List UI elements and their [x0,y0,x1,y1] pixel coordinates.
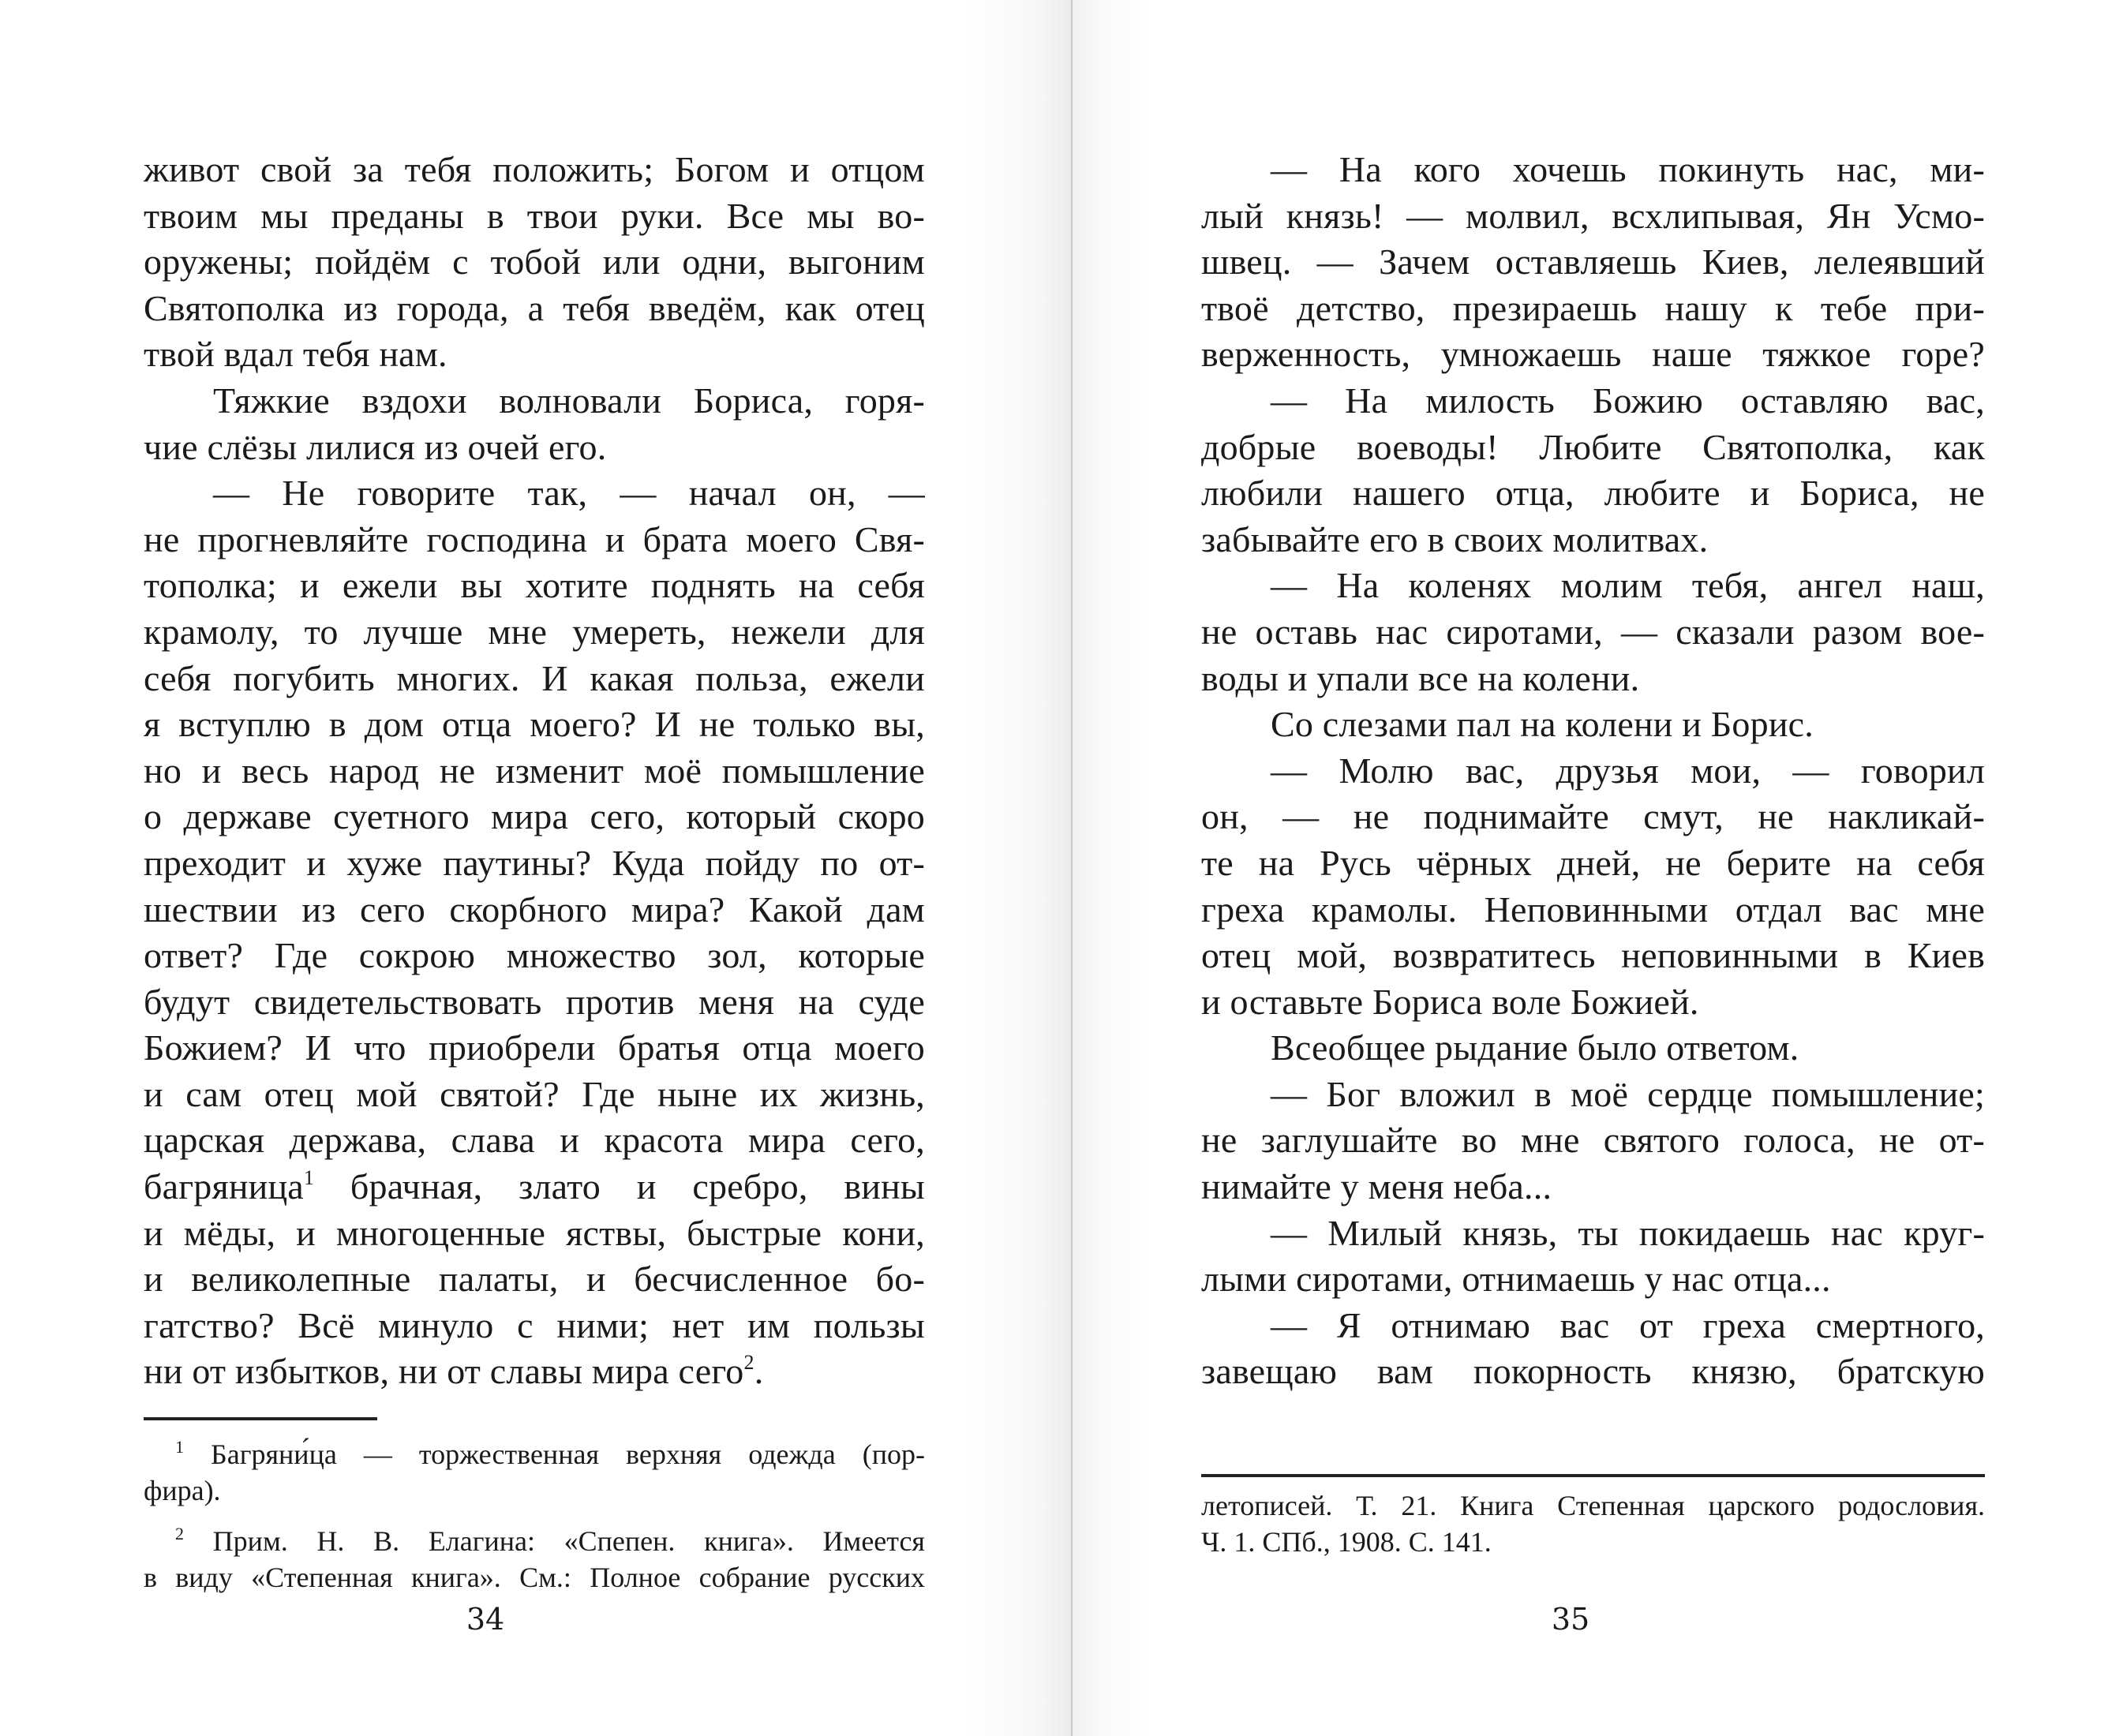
text-line [144,794,925,840]
text-line [1201,748,1985,795]
footnote-gap [144,1509,925,1523]
left-page-footnotes [144,1436,925,1596]
line-text: отец мой, возвратитесь неповинными в Киев [1201,935,1985,976]
text-line [1201,887,1985,933]
text-line [144,1210,925,1257]
text-line [144,563,925,609]
text-line [1201,239,1985,286]
line-text: ни от избытков, ни от славы мира сего [144,1351,744,1392]
line-text: завещаю вам покорность князю, братскую [1201,1351,1985,1392]
text-line [144,1303,925,1349]
text-line [144,425,925,471]
text-line [1201,147,1985,193]
line-text: и мёды, и многоценные яствы, быстрые кони, [144,1212,925,1253]
text-line [1201,425,1985,471]
line-text-tail: . [754,1351,764,1392]
text-line [144,979,925,1026]
footnote-reference: 1 [303,1166,315,1190]
footnote-text: Багряни́ца — торжественная верхняя одежда (пор- [184,1439,925,1470]
text-line [144,1072,925,1118]
line-text: царская держава, слава и красота мира сего, [144,1120,925,1161]
line-text: не оставь нас сиротами, — сказали разом вое- [1201,611,1985,652]
footnote-marker: 2 [175,1524,184,1543]
line-text: твоё детство, презираешь нашу к тебе при- [1201,287,1985,328]
line-text: добрые воеводы! Любите Святополка, как [1201,426,1985,467]
line-text: — На милость Божию оставляю вас, [1271,380,1985,421]
line-text: он, — не поднимайте смут, не накликай- [1201,796,1985,837]
line-text: нимайте у меня неба... [1201,1166,1552,1207]
line-text: лый князь! — молвил, всхлипывая, Ян Усмо- [1201,195,1985,236]
line-text: шествии из сего скорбного мира? Какой дам [144,889,925,930]
line-text: любили нашего отца, любите и Бориса, не [1201,473,1985,514]
right-page-number: 35 [1551,1602,1590,1637]
text-line [144,748,925,795]
line-text: оружены; пойдём с тобой или одни, выгоним [144,241,925,282]
text-line [1201,1117,1985,1164]
line-text: багряница [144,1166,304,1207]
text-line [1201,979,1985,1026]
line-text: греха крамолы. Неповинными отдал вас мне [1201,889,1985,930]
text-line [144,887,925,933]
line-text: не прогневляйте господина и брата моего Свя- [144,518,925,559]
text-line [1201,702,1985,748]
footnote-line [144,1436,925,1472]
text-line [1201,331,1985,378]
text-line [1201,517,1985,563]
line-text: Святополка из города, а тебя введём, как отец [144,287,925,328]
line-text: будут свидетельствовать против меня на суде [144,981,925,1022]
left-page-body-text [144,147,925,1395]
text-line [144,840,925,887]
footnote-line [144,1523,925,1559]
text-line [1201,609,1985,656]
line-text: гатство? Всё минуло с ними; нет им пользы [144,1304,925,1345]
text-line [144,1164,925,1210]
text-line [144,331,925,378]
text-line [1201,1072,1985,1118]
text-line [144,193,925,240]
line-text: ответ? Где сокрою множество зол, которые [144,935,925,976]
line-text: летописей. Т. 21. Книга Степенная царского родословия. [1201,1490,1985,1521]
text-line [1201,794,1985,840]
line-text: забывайте его в своих молитвах. [1201,518,1709,559]
footnote-marker: 1 [175,1437,184,1457]
footnote-line [1201,1524,1985,1560]
line-text: Ч. 1. СПб., 1908. С. 141. [1201,1526,1492,1558]
line-text: твоим мы преданы в твои руки. Все мы во- [144,195,925,236]
line-text: твой вдал тебя нам. [144,334,447,375]
text-line [1201,933,1985,979]
footnote-text: Прим. Н. В. Елагина: «Спепен. книга». Имеется [184,1525,925,1557]
text-line [144,933,925,979]
line-text-tail: брачная, злато и сребро, вины [314,1166,925,1207]
line-text: и великолепные палаты, и бесчисленное бо- [144,1259,925,1300]
text-line [1201,286,1985,332]
line-text: не заглушайте во мне святого голоса, не от- [1201,1120,1985,1161]
line-text: в виду «Степенная книга». См.: Полное собрание русских [144,1562,925,1593]
text-line [144,517,925,563]
right-footnote-rule [1201,1474,1985,1477]
line-text: верженность, умножаешь наше тяжкое горе? [1201,334,1985,375]
line-text: — Бог вложил в моё сердце помышление; [1271,1073,1985,1114]
text-line [144,470,925,517]
line-text: — На кого хочешь покинуть нас, ми- [1271,149,1985,189]
line-text: Тяжкие вздохи волновали Бориса, горя- [213,380,925,421]
right-page-body-text [1201,147,1985,1395]
text-line [1201,656,1985,702]
book-spine [1071,0,1073,1736]
left-footnote-rule [144,1417,377,1420]
line-text: себя погубить многих. И какая польза, ежели [144,657,925,698]
line-text: — На коленях молим тебя, ангел наш, [1271,565,1985,606]
text-line [144,1117,925,1164]
line-text: Со слезами пал на колени и Борис. [1271,704,1814,745]
text-line [144,1256,925,1303]
text-line [1201,563,1985,609]
line-text: крамолу, то лучше мне умереть, нежели для [144,611,925,652]
line-text: — Милый князь, ты покидаешь нас круг- [1271,1212,1985,1253]
left-page-number: 34 [466,1602,505,1637]
line-text: фира). [144,1475,221,1506]
text-line [144,702,925,748]
line-text: и оставьте Бориса воле Божией. [1201,981,1699,1022]
line-text: о державе суетного мира сего, который скоро [144,796,925,837]
footnote-line [144,1472,925,1509]
footnote-reference: 2 [743,1351,754,1375]
line-text: лыми сиротами, отнимаешь у нас отца... [1201,1259,1831,1300]
text-line [1201,470,1985,517]
line-text: — Не говорите так, — начал он, — [213,473,925,514]
footnote-line [144,1559,925,1596]
text-line [1201,1025,1985,1072]
text-line [144,239,925,286]
line-text: швец. — Зачем оставляешь Киев, лелеявший [1201,241,1985,282]
line-text: тополка; и ежели вы хотите поднять на себя [144,565,925,606]
text-line [144,1349,925,1395]
text-line [1201,1210,1985,1257]
text-line [1201,1164,1985,1210]
text-line [144,656,925,702]
line-text: я вступлю в дом отца моего? И не только вы, [144,704,925,745]
line-text: и сам отец мой святой? Где ныне их жизнь, [144,1073,925,1114]
line-text: Божием? И что приобрели братья отца моего [144,1027,925,1068]
text-line [1201,378,1985,425]
line-text: но и весь народ не изменит моё помышление [144,750,925,791]
text-line [1201,840,1985,887]
line-text: — Я отнимаю вас от греха смертного, [1271,1304,1985,1345]
text-line [144,147,925,193]
line-text: воды и упали все на колени. [1201,657,1640,698]
text-line [144,378,925,425]
text-line [144,609,925,656]
text-line [144,1025,925,1072]
footnote-line [1201,1487,1985,1524]
text-line [1201,1256,1985,1303]
line-text: чие слёзы лилися из очей его. [144,426,607,467]
text-line [144,286,925,332]
line-text: живот свой за тебя положить; Богом и отцом [144,149,925,189]
text-line [1201,1303,1985,1349]
line-text: те на Русь чёрных дней, не берите на себя [1201,842,1985,883]
line-text: — Молю вас, друзья мои, — говорил [1271,750,1985,791]
text-line [1201,1349,1985,1395]
line-text: преходит и хуже паутины? Куда пойду по от- [144,842,925,883]
right-page-footnotes [1201,1487,1985,1560]
text-line [1201,193,1985,240]
line-text: Всеобщее рыдание было ответом. [1271,1027,1799,1068]
